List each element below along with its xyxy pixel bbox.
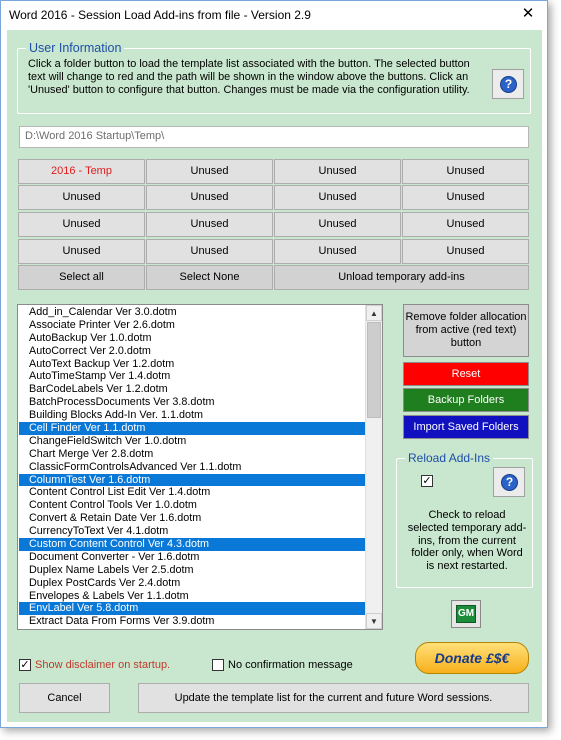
addin-list-item[interactable]: Duplex PostCards Ver 2.4.dotm — [29, 576, 181, 589]
disclaimer-label: Show disclaimer on startup. — [35, 659, 171, 671]
addin-list-item[interactable]: AutoText Backup Ver 1.2.dotm — [29, 357, 175, 370]
user-info-group — [17, 41, 531, 114]
addin-list-item[interactable]: Cell Finder Ver 1.1.dotm — [19, 422, 365, 435]
addin-list-item[interactable]: Duplex Name Labels Ver 2.5.dotm — [29, 563, 194, 576]
folder-button[interactable]: 2016 - Temp — [18, 159, 145, 184]
info-help-button[interactable] — [492, 69, 524, 99]
folder-button[interactable]: Unused — [18, 212, 145, 237]
addin-list-item[interactable]: BarCodeLabels Ver 1.2.dotm — [29, 383, 168, 396]
close-button[interactable]: ✕ — [521, 5, 535, 22]
no-confirmation-label: No confirmation message — [228, 659, 353, 671]
folder-button[interactable]: Unused — [402, 212, 529, 237]
folder-button[interactable]: Unused — [274, 185, 401, 210]
folder-button[interactable]: Unused — [274, 212, 401, 237]
addin-list-item[interactable]: Associate Printer Ver 2.6.dotm — [29, 318, 175, 331]
folder-path-display: D:\Word 2016 Startup\Temp\ — [19, 126, 529, 148]
addin-list-item[interactable]: Chart Merge Ver 2.8.dotm — [29, 447, 154, 460]
unload-addins-button[interactable]: Unload temporary add-ins — [274, 265, 529, 290]
scroll-thumb[interactable] — [367, 322, 381, 418]
reload-addins-group — [396, 451, 533, 588]
gm-button[interactable] — [451, 600, 481, 628]
addin-list-item[interactable]: BatchProcessDocuments Ver 3.8.dotm — [29, 396, 215, 409]
addin-list-item[interactable]: Envelopes & Labels Ver 1.1.dotm — [29, 589, 189, 602]
no-confirmation-checkbox[interactable] — [212, 659, 224, 671]
addin-list-item[interactable]: AutoTimeStamp Ver 1.4.dotm — [29, 370, 171, 383]
select-all-button[interactable]: Select all — [18, 265, 145, 290]
addin-list-item[interactable]: Custom Content Control Ver 4.3.dotm — [19, 538, 365, 551]
addin-list-item[interactable]: Extract Data From Forms Ver 3.9.dotm — [29, 615, 215, 628]
help-icon: ? — [501, 474, 518, 491]
donate-button[interactable]: Donate £$€ — [415, 642, 529, 674]
addin-list-item[interactable]: ColumnTest Ver 1.6.dotm — [19, 474, 365, 487]
folder-button[interactable]: Unused — [146, 212, 273, 237]
addin-list-item[interactable]: Convert & Retain Date Ver 1.6.dotm — [29, 512, 202, 525]
help-icon: ? — [500, 76, 517, 93]
addin-list-item[interactable]: Document Converter - Ver 1.6.dotm — [29, 550, 200, 563]
list-scrollbar[interactable] — [365, 305, 382, 629]
gm-icon: GM — [456, 605, 476, 623]
reload-description: Check to reload selected temporary add-ins, from the current folder only, when Word is next restarted. — [407, 509, 527, 573]
folder-button[interactable]: Unused — [274, 159, 401, 184]
backup-folders-button[interactable]: Backup Folders — [403, 388, 529, 412]
title-bar — [1, 1, 547, 29]
window-title: Word 2016 - Session Load Add-ins from file - Version 2.9 — [9, 8, 311, 22]
addin-list-item[interactable]: EnvLabel Ver 5.8.dotm — [19, 602, 365, 615]
addin-list-item[interactable]: Content Control List Edit Ver 1.4.dotm — [29, 486, 211, 499]
addin-list — [19, 306, 365, 628]
addin-list-item[interactable]: CurrencyToText Ver 4.1.dotm — [29, 525, 169, 538]
dialog-client — [7, 30, 542, 722]
addin-list-item[interactable]: ChangeFieldSwitch Ver 1.0.dotm — [29, 434, 187, 447]
reload-addins-legend: Reload Add-Ins — [405, 451, 493, 465]
reset-button[interactable]: Reset — [403, 362, 529, 386]
addin-list-item[interactable]: Content Control Tools Ver 1.0.dotm — [29, 499, 197, 512]
folder-button[interactable]: Unused — [146, 159, 273, 184]
scroll-up-icon[interactable]: ▲ — [366, 305, 382, 321]
folder-button[interactable]: Unused — [274, 239, 401, 264]
reload-checkbox[interactable]: ✓ — [422, 475, 432, 487]
update-button[interactable]: Update the template list for the current and future Word sessions. — [138, 683, 529, 713]
addin-list-item[interactable]: AutoBackup Ver 1.0.dotm — [29, 331, 152, 344]
remove-folder-button[interactable]: Remove folder allocation from active (red text) button — [403, 304, 529, 357]
cancel-button[interactable]: Cancel — [19, 683, 110, 713]
folder-button[interactable]: Unused — [18, 185, 145, 210]
addin-listbox[interactable] — [17, 304, 383, 630]
select-none-button[interactable]: Select None — [146, 265, 273, 290]
addin-list-item[interactable]: ClassicFormControlsAdvanced Ver 1.1.dotm — [29, 460, 242, 473]
user-info-legend: User Information — [26, 41, 124, 55]
addin-list-item[interactable]: AutoCorrect Ver 2.0.dotm — [29, 344, 151, 357]
reload-help-button[interactable] — [493, 467, 525, 497]
folder-button[interactable]: Unused — [146, 239, 273, 264]
addin-list-item[interactable]: Building Blocks Add-In Ver. 1.1.dotm — [29, 409, 204, 422]
import-folders-button[interactable]: Import Saved Folders — [403, 415, 529, 439]
folder-button[interactable]: Unused — [146, 185, 273, 210]
folder-button[interactable]: Unused — [402, 185, 529, 210]
folder-button[interactable]: Unused — [18, 239, 145, 264]
scroll-down-icon[interactable]: ▼ — [366, 613, 382, 629]
user-info-text: Click a folder button to load the template list associated with the button. The selected button text will change to red and the path will be shown in the window above the buttons. Click an 'Unused' button to configure that button. Changes must be made via the configuration utility. — [28, 58, 470, 96]
disclaimer-checkbox[interactable]: ✓ — [20, 659, 30, 671]
folder-button[interactable]: Unused — [402, 159, 529, 184]
folder-button[interactable]: Unused — [402, 239, 529, 264]
addin-list-item[interactable]: Add_in_Calendar Ver 3.0.dotm — [29, 306, 177, 318]
